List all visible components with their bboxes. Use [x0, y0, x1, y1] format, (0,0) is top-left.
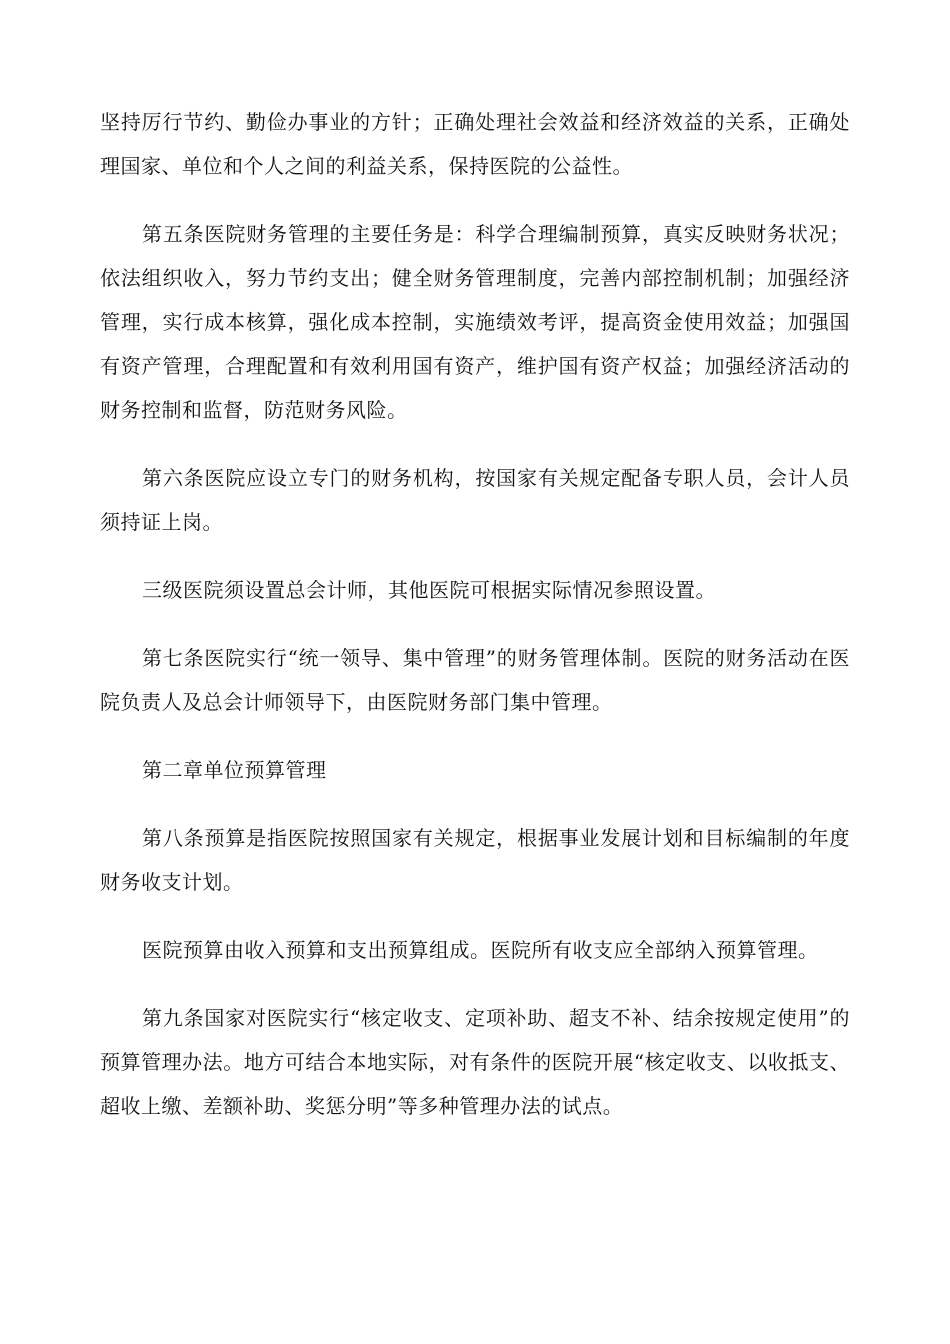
paragraph-continuation: 坚持厉行节约、勤俭办事业的方针；正确处理社会效益和经济效益的关系，正确处理国家、单位和个人之间的利益关系，保持医院的公益性。	[100, 110, 850, 178]
document-body	[100, 100, 850, 1152]
paragraph-chief-accountant: 三级医院须设置总会计师，其他医院可根据实际情况参照设置。	[142, 578, 716, 602]
paragraph-article-5: 第五条医院财务管理的主要任务是：科学合理编制预算，真实反映财务状况；依法组织收入，努力节约支出；健全财务管理制度，完善内部控制机制；加强经济管理，实行成本核算，强化成本控制，实施绩效考评，提高资金使用效益；加强国有资产管理，合理配置和有效利用国有资产，维护国有资产权益；加强经济活动的财务控制和监督，防范财务风险。	[100, 222, 850, 422]
paragraph-article-8: 第八条预算是指医院按照国家有关规定，根据事业发展计划和目标编制的年度财务收支计划。	[100, 826, 850, 894]
chapter-heading: 第二章单位预算管理	[142, 758, 327, 782]
paragraph-article-6: 第六条医院应设立专门的财务机构，按国家有关规定配备专职人员，会计人员须持证上岗。	[100, 466, 850, 534]
paragraph-article-9: 第九条国家对医院实行“核定收支、定项补助、超支不补、结余按规定使用”的预算管理办法。地方可结合本地实际，对有条件的医院开展“核定收支、以收抵支、超收上缴、差额补助、奖惩分明”等多种管理办法的试点。	[100, 1006, 850, 1118]
paragraph-article-7: 第七条医院实行“统一领导、集中管理”的财务管理体制。医院的财务活动在医院负责人及总会计师领导下，由医院财务部门集中管理。	[100, 646, 850, 714]
paragraph-budget-composition: 医院预算由收入预算和支出预算组成。医院所有收支应全部纳入预算管理。	[142, 938, 819, 962]
